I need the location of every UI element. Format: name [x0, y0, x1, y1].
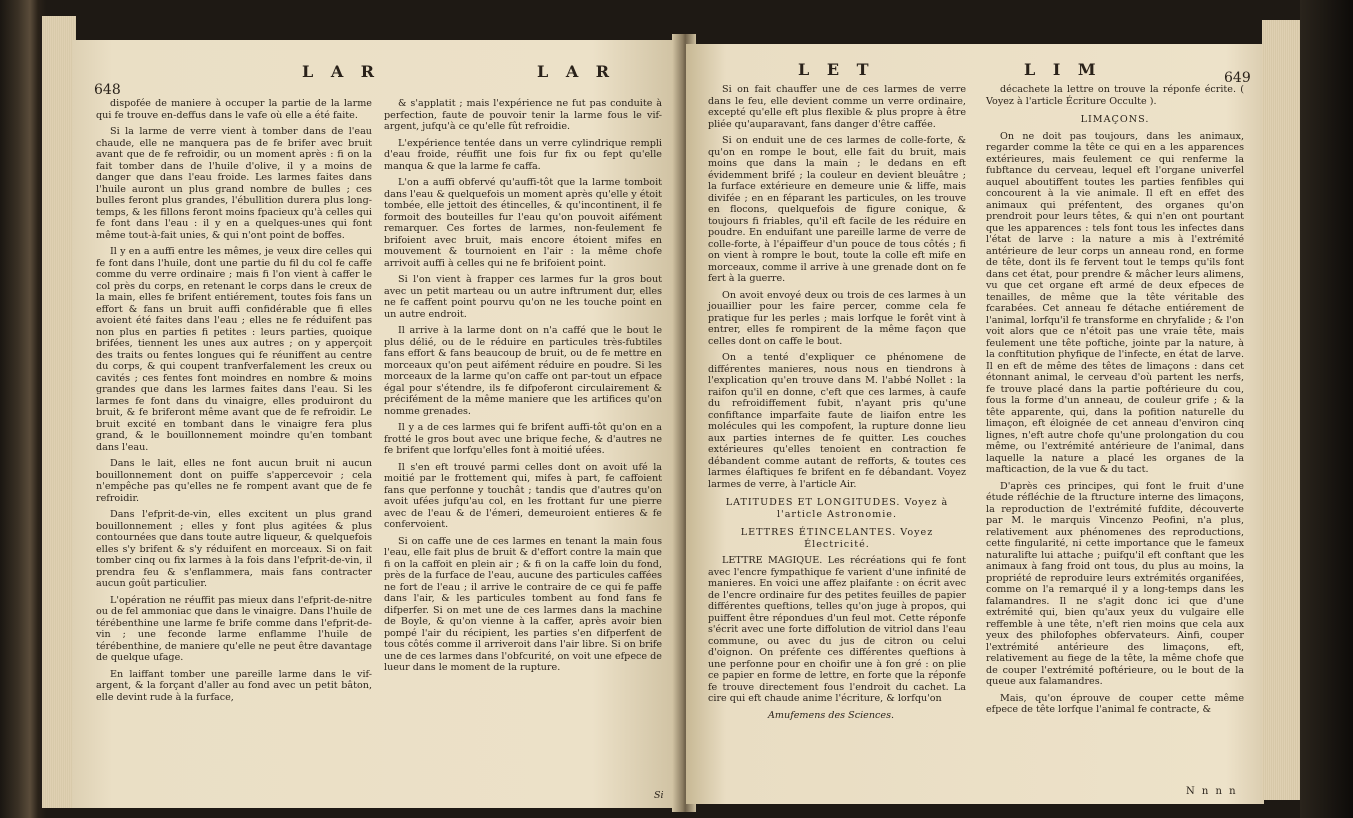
paragraph: On avoit envoyé deux ou trois de ces larmes à un jouaillier pour les faire percer, comme cela fe pratique fur les perles ; mais lorfque le forêt vint à entrer, elles fe rompirent de la même façon que celles dont on caffe le bout. [708, 289, 966, 347]
cover-edge [1300, 0, 1353, 818]
right-page-column-1 [708, 84, 966, 726]
paragraph: D'après ces principes, qui font le fruit d'une étude réfléchie de la ftructure interne des limaçons, la reproduction de l'extrémité fufdite, découverte par M. le marquis Vincenzo Peofini, n'a plus, relativement aux phénomenes des reproductions, cette fingularité, ni cette importance que le fameux naturalifte lui attache ; puifqu'il eft conftant que les animaux à fang froid ont tous, du plus au moins, la propriété de reproduire leurs extrémités organifées, comme on l'a remarqué il y a long-temps dans les falamandres. Il ne s'agit donc ici que d'une extrémité qui, bien qu'aux yeux du vulgaire elle reffemble à une tête, n'eft rien moins que cela aux yeux des philofophes obfervateurs. Ainfi, couper l'extrémité antérieure des limaçons, eft, relativement au fiege de la tête, la même chofe que de couper l'extrémité poftérieure, ou le bout de la queue aux falamandres. [986, 480, 1244, 687]
page-number-left: 648 [94, 82, 121, 98]
entry-heading: LIMAÇONS. [1080, 114, 1150, 125]
left-page-edges [42, 16, 76, 808]
paragraph: Si on fait chauffer une de ces larmes de verre dans le feu, elle devient comme un verre ordinaire, excepté qu'elle eft plus flexible & plus propre à être pliée qu'auparavant, fans danger d'être caffée. [708, 84, 966, 130]
paragraph: Dans le lait, elles ne font aucun bruit ni aucun bouillonnement dont on puiffe s'appercevoir ; cela n'empêche pas qu'elles ne fe rompent avant que de fe refroidir. [96, 458, 372, 504]
left-page-column-2 [384, 98, 662, 679]
source-note: Amufemens des Sciences. [768, 709, 895, 721]
paragraph: Mais, qu'on éprouve de couper cette même efpece de tête lorfque l'animal fe contracte, & [986, 692, 1244, 715]
running-head-right-col1: L E T [798, 60, 875, 79]
paragraph: & s'applatit ; mais l'expérience ne fut pas conduite à perfection, faute de pouvoir tenir la larme fous le vif-argent, jufqu'à ce qu'elle fût refroidie. [384, 98, 662, 132]
paragraph: LETTRE MAGIQUE. Les récréations qui fe font avec l'encre fympathique fe varient d'une infinité de manieres. En voici une affez plaifante : on écrit avec de l'encre ordinaire fur des petites feuilles de papier différentes queftions, telles qu'on juge à propos, qui puiffent être répondues d'un feul mot. Cette réponfe s'écrit avec une forte diffolution de vitriol dans l'eau commune, ou avec du jus de citron ou celui d'oignon. On préfente ces différentes queftions à une perfonne pour en choifir une à fon gré : on plie ce papier en forme de lettre, en forte que la réponfe fe trouve directement fous l'endroit du cachet. La cire qui eft chaude anime l'écriture, & lorfqu'on [708, 555, 966, 704]
paragraph: Il y a de ces larmes qui fe brifent auffi-tôt qu'on en a frotté le gros bout avec une brique feche, & d'autres ne fe brifent que lorfqu'elles font à moitié ufées. [384, 422, 662, 456]
left-page [72, 40, 684, 808]
left-page-column-1 [96, 98, 372, 708]
paragraph: Si on caffe une de ces larmes en tenant la main fous l'eau, elle fait plus de bruit & d'effort contre la main que fi on la caffoit en plein air ; & fi on la caffe loin du fond, près de la furface de l'eau, aucune des particules caffées ne fort de l'eau ; il arrive le contraire de ce qui fe paffe dans l'air, & les particules tombent au fond fans fe difperfer. Si on met une de ces larmes dans la machine de Boyle, & qu'on vienne à la caffer, après avoir bien pompé l'air du récipient, les parties s'en difperfent de tous côtés comme il arriveroit dans l'air libre. Si on brife une de ces larmes dans l'obfcurité, on voit une efpece de lueur dans le moment de la rupture. [384, 535, 662, 673]
running-head-right-col2: L I M [1024, 60, 1102, 79]
entry-heading: LETTRES ÉTINCELANTES. Voyez Électricité. [740, 527, 934, 550]
right-page-column-2 [986, 84, 1244, 721]
paragraph: dispofée de maniere à occuper la partie de la larme qui fe trouve en-deffus dans le vafe où elle a été faite. [96, 98, 372, 121]
paragraph: L'expérience tentée dans un verre cylindrique rempli d'eau froide, réuffit une fois fur fix ou fept qu'elle manqua & que la larme fe caffa. [384, 137, 662, 172]
paragraph: Il y en a auffi entre les mêmes, je veux dire celles qui fe font dans l'huile, dont une partie du fil du col fe caffe comme du verre ordinaire ; mais fi l'on vient à caffer le col près du corps, en retenant le corps dans le creux de la main, elles fe brifent entiérement, toutes fois fans un effort & fans un bruit auffi confidérable que fi elles avoient été faites dans l'eau ; elles ne fe réduifent pas non plus en parties fi petites : leurs parties, quoique brifées, tiennent les unes aux autres ; on y apperçoit des traits ou fentes longues qui fe réuniffent au centre du corps, & qui coupent tranfverfalement les creux ou cavités ; ces fentes font moindres en nombre & moins grandes que dans les larmes faites dans l'eau. Si les larmes fe font dans du vinaigre, elles produiront du bruit, & fe briferont même avant que de fe refroidir. Le bruit excité en tombant dans le vinaigre fera plus grand, & le bouillonnement moindre qu'en tombant dans l'eau. [96, 246, 372, 453]
running-head-left-col1: L A R [302, 62, 381, 81]
paragraph: Si la larme de verre vient à tomber dans de l'eau chaude, elle ne manquera pas de fe brifer avec bruit avant que de fe refroidir, ou un moment après : fi on la fait tomber dans de l'huile d'olive, il y a moins de danger que dans l'eau froide. Les larmes faites dans l'huile auront un plus grand nombre de bulles ; ces bulles feront plus grandes, l'ébullition durera plus long-temps, & les fillons feront moins fpacieux qu'à celles qui fe font dans l'eau : il y en a quelques-unes qui font même tout-à-fait unies, & qui n'ont point de boffes. [96, 126, 372, 241]
right-page-edges [1262, 20, 1302, 800]
paragraph: On ne doit pas toujours, dans les animaux, regarder comme la tête ce qui en a les apparences extérieures, mais feulement ce qui renferme la fubftance du cerveau, lequel eft l'organe univerfel auquel aboutiffent toutes les parties fenfibles qui concourent à la vie animale. Il eft en effet des animaux qui préfentent, des organes qu'on prendroit pour leurs têtes, & qui n'en ont pourtant que les apparences : tels font tous les infectes dans l'état de larve : la nature a mis à l'extrémité antérieure de leur corps un anneau rond, en forme de tête, dont ils fe fervent tout le temps qu'ils font dans cet état, pour prendre & mâcher leurs alimens, vu que cet organe eft armé de deux efpeces de tenailles, de même que la tête véritable des fcarabées. Cet anneau fe détache entiérement de l'animal, lorfqu'il fe transforme en chryfalide ; & l'on voit alors que ce n'étoit pas une vraie tête, mais feulement une tête poftiche, jointe par la nature, à la conftitution phyfique de l'infecte, en état de larve. Il en eft de même des têtes de limaçons : dans cet étonnant animal, le cerveau d'où partent les nerfs, fe trouve placé dans la partie poftérieure du cou, fous la forme d'un anneau, de couleur grife ; & la tête apparente, qui, dans la pofition naturelle du limaçon, eft éloignée de cet anneau d'environ cinq lignes, n'eft autre chofe qu'une prolongation du cou même, ou l'extrémité antérieure de l'animal, dans laquelle la nature a placé les organes de la mafticaction, de la vue & du tact. [986, 130, 1244, 475]
paragraph: On a tenté d'expliquer ce phénomene de différentes manieres, nous nous en tiendrons à l'explication qu'en trouve dans M. l'abbé Nollet : la raifon qu'il en donne, c'eft que ces larmes, à caufe du refroidiffement fubit, n'ayant pris qu'une confiftance imparfaite faute de liaifon entre les molécules qui les compofent, la rupture donne lieu aux parties internes de fe quitter. Les couches extérieures qu'elles tenoient en contraction fe débandent comme autant de refforts, & toutes ces larmes élaftiques fe brifent en fe débandant. Voyez larmes de verre, à l'article Air. [708, 352, 966, 490]
running-head-left-col2: L A R [537, 62, 616, 81]
entry-heading: LATITUDES ET LONGITUDES. Voyez à l'article Astronomie. [725, 497, 949, 520]
paragraph: Il s'en eft trouvé parmi celles dont on avoit ufé la moitié par le frottement qui, mifes à part, fe caffoient fans que perfonne y touchât ; tandis que d'autres qu'on avoit ufées jufqu'au col, en les frottant fur une pierre avec de l'eau & de l'émeri, demeuroient entieres & fe confervoient. [384, 461, 662, 530]
paragraph: L'on a auffi obfervé qu'auffi-tôt que la larme tomboit dans l'eau & quelquefois un moment après qu'elle y étoit tombée, elle jettoit des étincelles, & qu'incontinent, il fe formoit des bouteilles fur l'eau qu'on pouvoit aifément remarquer. Ces fortes de larmes, non-feulement fe brifoient avec bruit, mais encore étoient mifes en mouvement & tournoient en l'air : la même chofe arrivoit auffi à celles qui ne fe brifoient point. [384, 177, 662, 269]
paragraph: Si l'on vient à frapper ces larmes fur la gros bout avec un petit marteau ou un autre inftrument dur, elles ne fe caffent point pourvu qu'on ne les touche point en un autre endroit. [384, 274, 662, 320]
paragraph: L'opération ne réuffit pas mieux dans l'efprit-de-nitre ou de fel ammoniac que dans le vinaigre. Dans l'huile de térébenthine une larme fe brife comme dans l'efprit-de-vin ; une feconde larme enflamme l'huile de térébenthine, de maniere qu'elle ne peut être davantage de quelque ufage. [96, 594, 372, 663]
right-page [686, 44, 1264, 804]
paragraph: En laiffant tomber une pareille larme dans le vif-argent, & la forçant d'aller au fond avec un petit bâton, elle devint rude à la furface, [96, 668, 372, 703]
page-number-right: 649 [1224, 70, 1251, 86]
paragraph: décachete la lettre on trouve la réponfe écrite. ( Voyez à l'article Écriture Occulte ). [986, 84, 1244, 107]
paragraph: Dans l'efprit-de-vin, elles excitent un plus grand bouillonnement ; elles y font plus agitées & plus contournées que dans toute autre liqueur, & quelquefois elles s'y brifent & s'y réduifent en morceaux. Si on fait tomber cinq ou fix larmes à la fois dans l'efprit-de-vin, il prendra feu & s'enflammera, mais fans contracter aucun goût particulier. [96, 509, 372, 589]
paragraph: Si on enduit une de ces larmes de colle-forte, & qu'on en rompe le bout, elle fait du bruit, mais moins que dans la main ; le dedans en eft évidemment brifé ; la couleur en devient bleuâtre ; la furface extérieure en demeure unie & liffe, mais divifée ; en en féparant les particules, on les trouve en flocons, quelquefois de figure conique, & toujours fi friables, qu'il eft facile de les réduire en poudre. En enduifant une pareille larme de verre de colle-forte, à l'épaiffeur d'un pouce de tous côtés ; fi on vient à rompre le bout, toute la colle eft mife en morceaux, comme il arrive à une grenade dont on fe fert à la guerre. [708, 135, 966, 284]
catchword: N n n n [1186, 786, 1238, 797]
left-page-signature: Si [654, 790, 664, 801]
paragraph: Il arrive à la larme dont on n'a caffé que le bout le plus délié, ou de le réduire en particules très-fubtiles fans effort & fans beaucoup de bruit, ou de fe mettre en morceaux qu'on peut aifément réduire en poudre. Si les morceaux de la larme qu'on caffe ont par-tout un efpace égal pour s'étendre, ils fe difpoferont circulairement & précifément de la même maniere que les artifices qu'on nomme grenades. [384, 325, 662, 417]
